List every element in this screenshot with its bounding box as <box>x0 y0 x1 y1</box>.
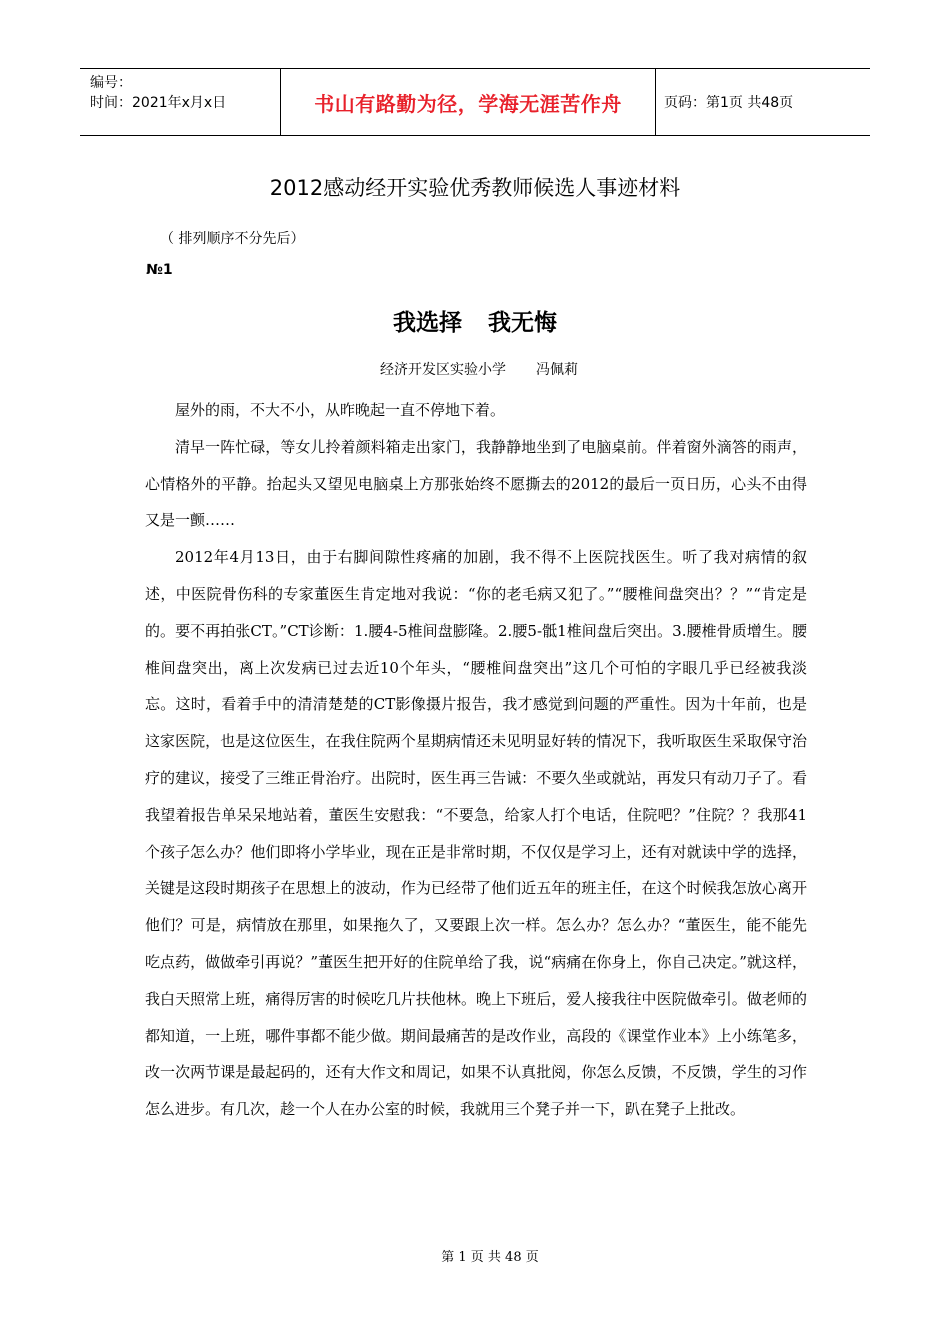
header-meta-cell <box>80 69 281 135</box>
header-table <box>80 68 870 136</box>
document-title: 2012感动经开实验优秀教师候选人事迹材料 <box>269 176 681 200</box>
byline <box>380 359 578 379</box>
motto-text: 书山有路勤为径，学海无涯苦作舟 <box>314 91 622 116</box>
paragraph: 清早一阵忙碌，等女儿拎着颜料箱走出家门，我静静地坐到了电脑桌前。伴着窗外滴答的雨声，心情格外的平静。抬起头又望见电脑桌上方那张始终不愿撕去的2012的最后一页日历，心头不由得又是一颤…… <box>145 437 807 530</box>
paragraph: 屋外的雨，不大不小，从昨晚起一直不停地下着。 <box>175 401 506 419</box>
author-school: 经济开发区实验小学 <box>380 362 506 378</box>
author-name: 冯佩莉 <box>536 362 578 378</box>
order-note: （ 排列顺序不分先后） <box>160 231 305 247</box>
page-info-cell <box>656 69 870 135</box>
article-body <box>145 392 807 1128</box>
entry-number: №1 <box>146 262 173 278</box>
page-info-text: 页码：第1页 共48页 <box>664 95 794 111</box>
article-title-part2: 我无悔 <box>488 310 557 336</box>
article-title-part1: 我选择 <box>393 310 462 336</box>
page-footer: 第 1 页 共 48 页 <box>441 1250 539 1265</box>
motto-cell <box>281 69 656 135</box>
article-title <box>0 304 950 337</box>
time-label: 时间：2021年x月x日 <box>90 95 227 111</box>
paragraph: 2012年4月13日，由于右脚间隙性疼痛的加剧，我不得不上医院找医生。听了我对病情的叙述，中医院骨伤科的专家董医生肯定地对我说：“你的老毛病又犯了。”“腰椎间盘突出？？”“肯定是的。要不再拍张CT。”CT诊断：1.腰4-5椎间盘膨隆。2.腰5-骶1椎间盘后突出。3.腰椎骨质增生。腰椎间盘突出，离上次发病已过去近10个年头，“腰椎间盘突出”这几个可怕的字眼几乎已经被我淡忘。这时，看着手中的清清楚楚的CT影像摄片报告，我才感觉到问题的严重性。因为十年前，也是这家医院，也是这位医生，在我住院两个星期病情还未见明显好转的情况下，我听取医生采取保守治疗的建议，接受了三维正骨治疗。出院时，医生再三告诫：不要久坐或就站，再发只有动刀子了。看我望着报告单呆呆地站着，董医生安慰我：“不要急，给家人打个电话，住院吧？”住院？？我那41个孩子怎么办？他们即将小学毕业，现在正是非常时期，不仅仅是学习上，还有对就读中学的选择，关键是这段时期孩子在思想上的波动，作为已经带了他们近五年的班主任，在这个时候我怎放心离开他们？可是，病情放在那里，如果拖久了，又要跟上次一样。怎么办？怎么办？“董医生，能不能先吃点药，做做牵引再说？”董医生把开好的住院单给了我，说“病痛在你身上，你自己决定。”就这样，我白天照常上班，痛得厉害的时候吃几片扶他林。晚上下班后，爱人接我往中医院做牵引。做老师的都知道，一上班，哪件事都不能少做。期间最痛苦的是改作业，高段的《课堂作业本》上小练笔多，改一次两节课是最起码的，还有大作文和周记，如果不认真批阅，你怎么反馈，不反馈，学生的习作怎么进步。有几次，趁一个人在办公室的时候，我就用三个凳子并一下，趴在凳子上批改。 <box>145 548 807 1119</box>
number-label: 编号： <box>90 75 132 91</box>
